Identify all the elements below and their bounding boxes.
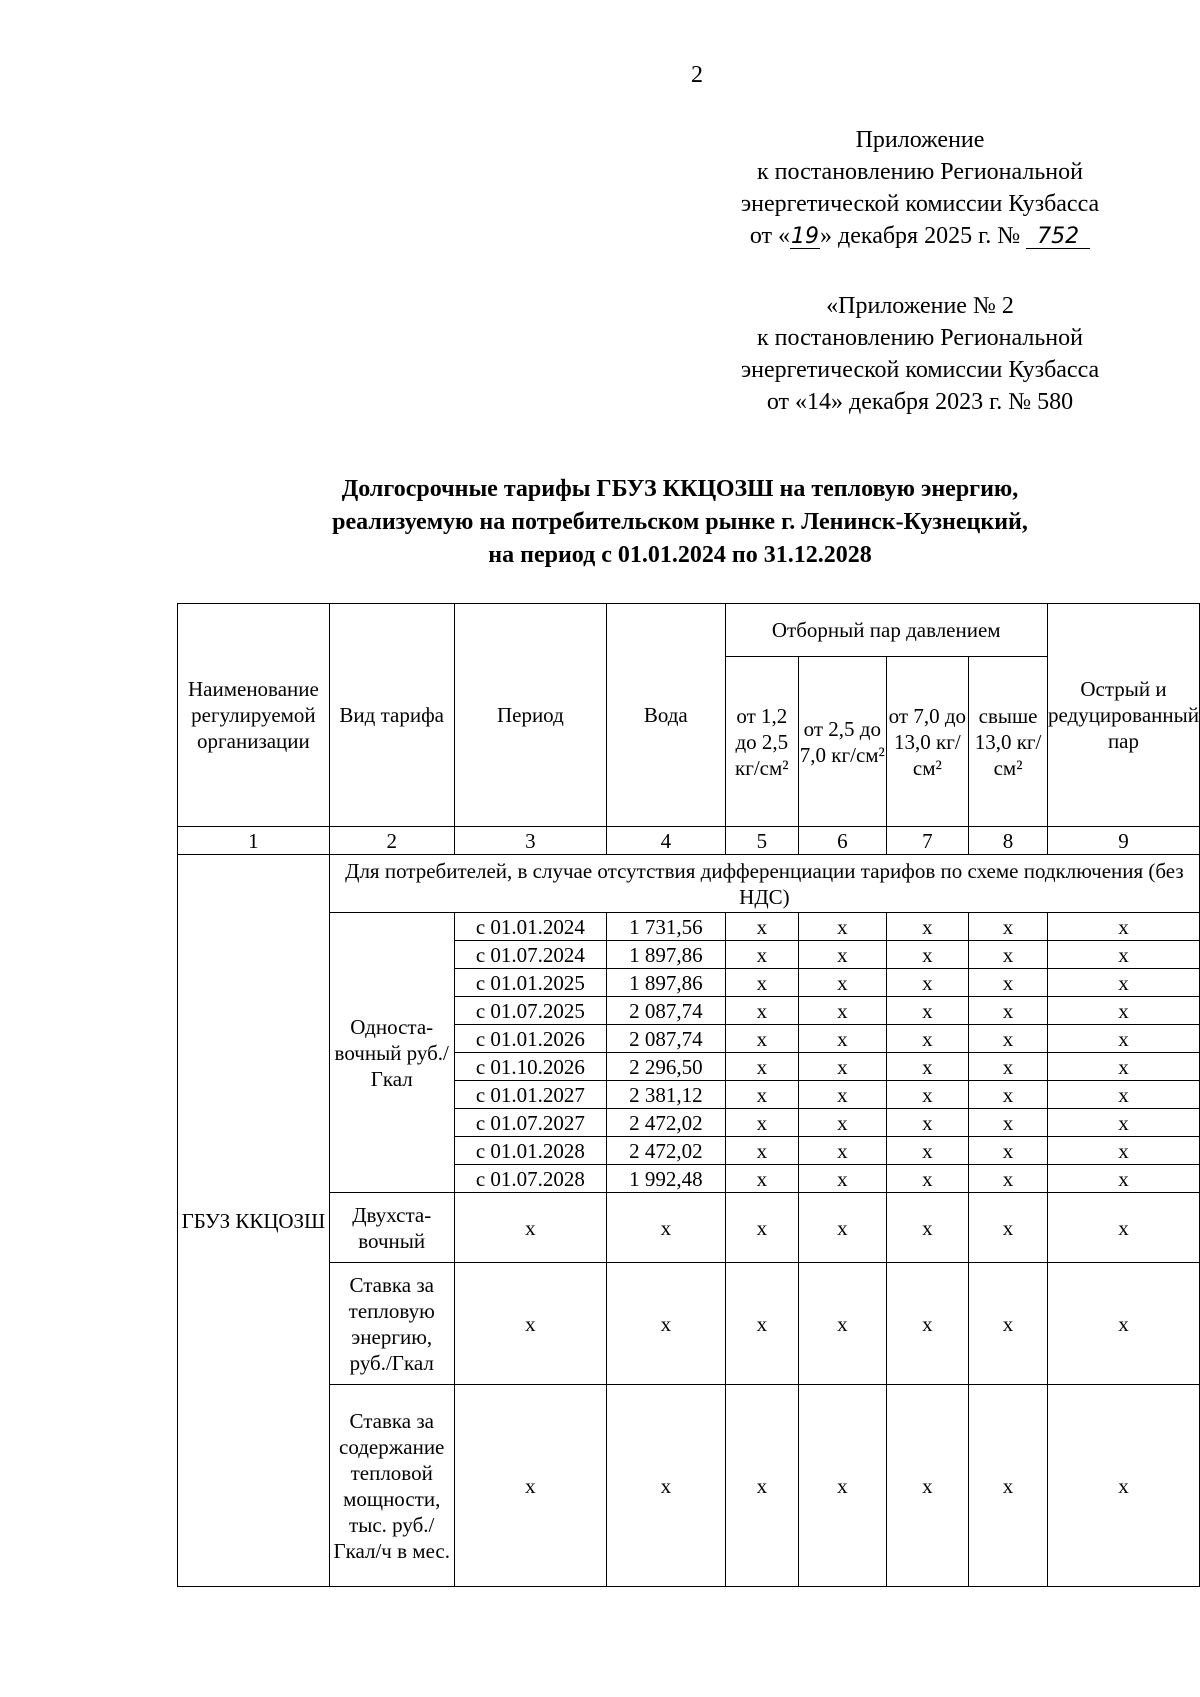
water-value: 2 296,50 <box>607 1053 725 1081</box>
x-mark: х <box>799 1385 886 1587</box>
title-line3: на период с 01.01.2024 по 31.12.2028 <box>488 542 872 568</box>
header-steam-group: Отборный пар давлением <box>725 604 1047 657</box>
original-header-line3: энергетической комиссии Кузбасса <box>740 357 1100 383</box>
x-mark: х <box>725 969 799 997</box>
original-header-line1: «Приложение № 2 <box>826 293 1014 319</box>
x-mark: х <box>886 1165 969 1193</box>
column-number: 1 <box>178 827 330 855</box>
capacity-rate-label: Ставка за содержание тепловой мощности, тыс. руб./ Гкал/ч в мес. <box>329 1385 454 1587</box>
x-mark: х <box>969 1137 1048 1165</box>
header-org-name: Наименование регулируемой организации <box>178 604 330 827</box>
x-mark: х <box>725 1053 799 1081</box>
period-cell: с 01.07.2027 <box>454 1109 606 1137</box>
x-mark: х <box>454 1193 606 1263</box>
x-mark: х <box>607 1263 725 1385</box>
appendix-header-line3: энергетической комиссии Кузбасса <box>740 191 1100 217</box>
water-value: 2 472,02 <box>607 1137 725 1165</box>
x-mark: х <box>799 913 886 941</box>
header-pressure-1: от 1,2 до 2,5 кг/см² <box>725 657 799 827</box>
x-mark: х <box>969 1193 1048 1263</box>
appendix-header-line2: к постановлению Региональной <box>757 159 1083 185</box>
original-header-line2: к постановлению Региональной <box>757 325 1083 351</box>
water-value: 2 087,74 <box>607 1025 725 1053</box>
x-mark: х <box>969 1109 1048 1137</box>
x-mark: х <box>886 1025 969 1053</box>
appendix-header-date <box>620 220 1200 252</box>
x-mark: х <box>886 913 969 941</box>
x-mark: х <box>454 1263 606 1385</box>
x-mark: х <box>725 1165 799 1193</box>
x-mark: х <box>1047 1385 1199 1587</box>
x-mark: х <box>725 1385 799 1587</box>
header-pressure-4: свыше 13,0 кг/см² <box>969 657 1048 827</box>
x-mark: х <box>969 969 1048 997</box>
tariff-table <box>177 603 1200 1587</box>
x-mark: х <box>886 941 969 969</box>
x-mark: х <box>725 941 799 969</box>
column-number: 4 <box>607 827 725 855</box>
x-mark: х <box>725 1263 799 1385</box>
original-header-line4: от «14» декабря 2023 г. № 580 <box>766 389 1074 415</box>
x-mark: х <box>886 1053 969 1081</box>
x-mark: х <box>969 1081 1048 1109</box>
period-cell: с 01.07.2024 <box>454 941 606 969</box>
x-mark: х <box>799 1025 886 1053</box>
x-mark: х <box>799 969 886 997</box>
x-mark: х <box>1047 1165 1199 1193</box>
x-mark: х <box>725 1081 799 1109</box>
x-mark: х <box>886 1263 969 1385</box>
header-water: Вода <box>607 604 725 827</box>
period-cell: с 01.01.2027 <box>454 1081 606 1109</box>
x-mark: х <box>969 913 1048 941</box>
header-pressure-2: от 2,5 до 7,0 кг/см² <box>799 657 886 827</box>
x-mark: х <box>886 969 969 997</box>
table-row <box>178 913 1200 941</box>
period-cell: с 01.01.2026 <box>454 1025 606 1053</box>
x-mark: х <box>725 1025 799 1053</box>
water-value: 2 087,74 <box>607 997 725 1025</box>
period-cell: с 01.01.2025 <box>454 969 606 997</box>
water-value: 1 897,86 <box>607 969 725 997</box>
table-row <box>178 1193 1200 1263</box>
x-mark: х <box>607 1193 725 1263</box>
column-number: 8 <box>969 827 1048 855</box>
x-mark: х <box>799 1165 886 1193</box>
header-period: Период <box>454 604 606 827</box>
x-mark: х <box>886 1081 969 1109</box>
x-mark: х <box>886 1137 969 1165</box>
x-mark: х <box>725 997 799 1025</box>
title-line2: реализуемую на потребительском рынке г. Ленинск-Кузнецкий, <box>332 509 1028 535</box>
water-value: 1 731,56 <box>607 913 725 941</box>
x-mark: х <box>1047 997 1199 1025</box>
date-middle: » декабря 2025 г. № <box>820 223 1021 249</box>
page-number: 2 <box>691 62 703 88</box>
period-cell: с 01.10.2026 <box>454 1053 606 1081</box>
x-mark: х <box>1047 1263 1199 1385</box>
x-mark: х <box>454 1385 606 1587</box>
x-mark: х <box>799 1137 886 1165</box>
x-mark: х <box>1047 1025 1199 1053</box>
x-mark: х <box>1047 941 1199 969</box>
column-numbers-row <box>178 827 1200 855</box>
column-number: 6 <box>799 827 886 855</box>
title-line1: Долгосрочные тарифы ГБУЗ ККЦОЗШ на тепловую энергию, <box>341 476 1019 502</box>
x-mark: х <box>886 1193 969 1263</box>
appendix-header-line1: Приложение <box>855 127 985 153</box>
x-mark: х <box>1047 1081 1199 1109</box>
table-row <box>178 1263 1200 1385</box>
x-mark: х <box>725 913 799 941</box>
x-mark: х <box>725 1109 799 1137</box>
x-mark: х <box>1047 1193 1199 1263</box>
x-mark: х <box>886 1385 969 1587</box>
table-row <box>178 1385 1200 1587</box>
x-mark: х <box>725 1193 799 1263</box>
x-mark: х <box>1047 1137 1199 1165</box>
single-rate-label: Односта-вочный руб./Гкал <box>329 913 454 1193</box>
header-pressure-3: от 7,0 до 13,0 кг/см² <box>886 657 969 827</box>
x-mark: х <box>886 1109 969 1137</box>
column-number: 5 <box>725 827 799 855</box>
water-value: 2 472,02 <box>607 1109 725 1137</box>
section-label: Для потребителей, в случае отсутствия дифференциации тарифов по схеме подключения (без НДС) <box>329 855 1199 913</box>
x-mark: х <box>969 1025 1048 1053</box>
column-number: 7 <box>886 827 969 855</box>
x-mark: х <box>799 1193 886 1263</box>
document-title <box>250 473 1110 572</box>
x-mark: х <box>607 1385 725 1587</box>
period-cell: с 01.07.2028 <box>454 1165 606 1193</box>
x-mark: х <box>1047 969 1199 997</box>
header-tariff-type: Вид тарифа <box>329 604 454 827</box>
handwritten-day: 19 <box>791 224 820 249</box>
x-mark: х <box>1047 1053 1199 1081</box>
water-value: 2 381,12 <box>607 1081 725 1109</box>
x-mark: х <box>799 1053 886 1081</box>
x-mark: х <box>969 997 1048 1025</box>
period-cell: с 01.01.2028 <box>454 1137 606 1165</box>
handwritten-number: 752 <box>1026 226 1090 249</box>
x-mark: х <box>969 1165 1048 1193</box>
x-mark: х <box>799 1109 886 1137</box>
date-prefix: от « <box>749 223 791 249</box>
appendix-header <box>620 124 1200 252</box>
x-mark: х <box>1047 913 1199 941</box>
organization-name: ГБУЗ ККЦОЗШ <box>178 855 330 1587</box>
x-mark: х <box>886 997 969 1025</box>
two-rate-label: Двухста-вочный <box>329 1193 454 1263</box>
water-value: 1 992,48 <box>607 1165 725 1193</box>
x-mark: х <box>799 997 886 1025</box>
header-sharp-steam: Острый и редуцированный пар <box>1047 604 1199 827</box>
column-number: 9 <box>1047 827 1199 855</box>
x-mark: х <box>969 1385 1048 1587</box>
heat-rate-label: Ставка за тепловую энергию, руб./Гкал <box>329 1263 454 1385</box>
x-mark: х <box>799 941 886 969</box>
x-mark: х <box>969 1053 1048 1081</box>
column-number: 3 <box>454 827 606 855</box>
x-mark: х <box>969 941 1048 969</box>
x-mark: х <box>969 1263 1048 1385</box>
x-mark: х <box>799 1081 886 1109</box>
x-mark: х <box>1047 1109 1199 1137</box>
x-mark: х <box>799 1263 886 1385</box>
period-cell: с 01.01.2024 <box>454 913 606 941</box>
period-cell: с 01.07.2025 <box>454 997 606 1025</box>
x-mark: х <box>725 1137 799 1165</box>
water-value: 1 897,86 <box>607 941 725 969</box>
original-header <box>620 290 1200 418</box>
column-number: 2 <box>329 827 454 855</box>
